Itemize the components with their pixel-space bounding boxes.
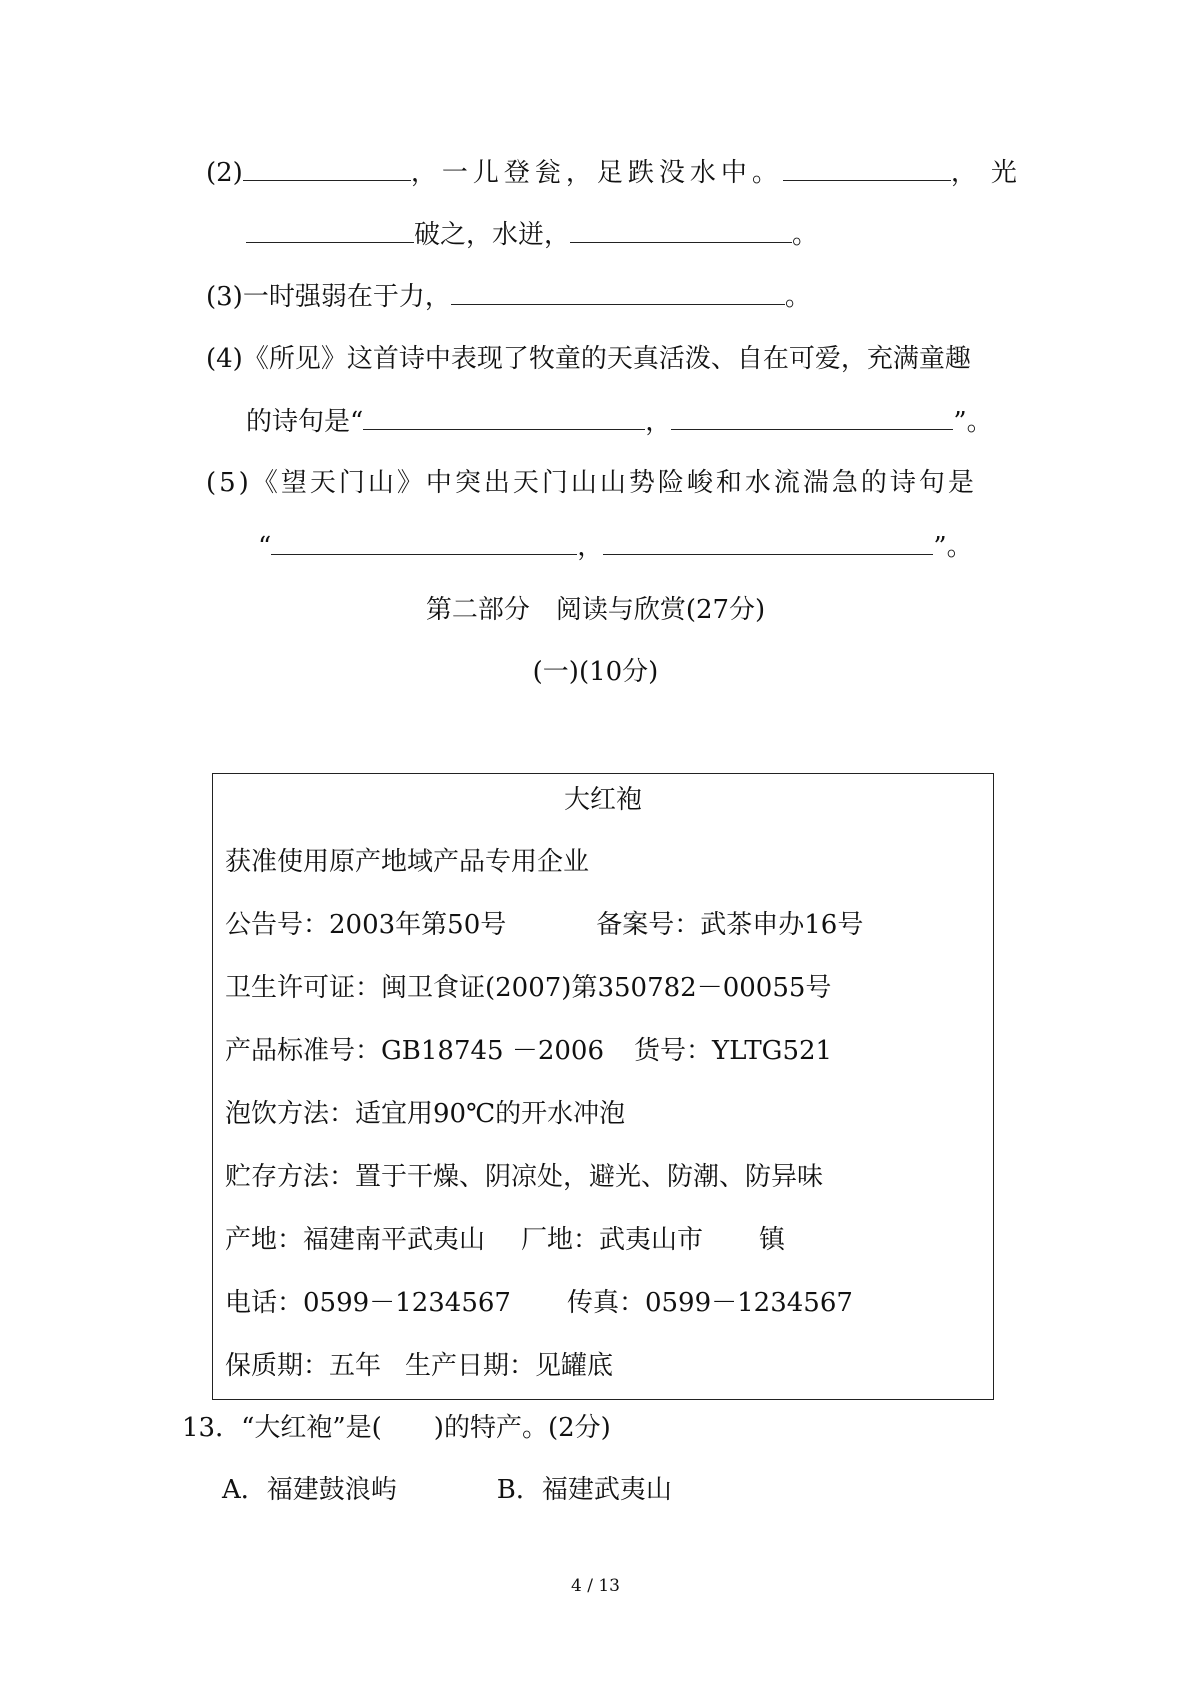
question-5-lead: “: [258, 532, 272, 562]
label-notice: 公告号：2003年第50号: [225, 910, 507, 940]
section-title: 第二部分 阅读与欣赏(27分): [425, 595, 766, 625]
label-origin: 产地：福建南平武夷山: [225, 1225, 486, 1255]
answer-blank[interactable]: [246, 218, 414, 243]
answer-blank[interactable]: [603, 530, 933, 555]
label-shelf: 保质期：五年: [225, 1351, 382, 1381]
question-5-line-2: [258, 530, 973, 563]
label-approved-line: 获准使用原产地域产品专用企业: [225, 847, 590, 877]
label-fax: 传真：0599－1234567: [566, 1288, 853, 1318]
option-b[interactable]: B．福建武夷山: [496, 1475, 672, 1505]
label-standard-line: [225, 1035, 832, 1067]
question-5-line-1: [206, 467, 977, 499]
section-subtitle: (一)(10分): [532, 657, 659, 687]
question-2-text-b: ，光: [950, 158, 1031, 188]
answer-blank[interactable]: [243, 156, 411, 181]
label-town: 镇: [759, 1225, 786, 1255]
question-13-stem: 13．“大红袍”是( )的特产。(2分): [182, 1413, 611, 1443]
question-4-line-2: [246, 405, 993, 438]
question-4-comma: ，: [645, 407, 672, 437]
question-5-text: (5)《望天门山》中突出天门山山势险峻和水流湍急的诗句是: [206, 468, 977, 498]
label-phone-line: [225, 1287, 853, 1319]
label-record: 备案号：武茶申办16号: [596, 910, 864, 940]
label-phone: 电话：0599－1234567: [225, 1288, 511, 1318]
question-2-line-2: [246, 218, 818, 251]
label-item-no: 货号：YLTG521: [634, 1036, 833, 1066]
label-license-line: 卫生许可证：闽卫食证(2007)第350782－00055号: [225, 973, 832, 1003]
question-5-end: ”。: [933, 532, 973, 562]
product-label-title: 大红袍: [563, 785, 642, 815]
question-2-text-a: ，一儿登瓮，足跌没水中。: [410, 158, 783, 188]
label-factory: 厂地：武夷山市: [521, 1225, 704, 1255]
label-notice-line: [225, 909, 863, 941]
label-origin-line: [225, 1224, 785, 1256]
page-number: 4 / 13: [571, 1576, 620, 1596]
label-brewing-line: 泡饮方法：适宜用90℃的开水冲泡: [225, 1099, 626, 1129]
question-2-text-c: 破之，水迸，: [414, 220, 571, 250]
answer-blank[interactable]: [783, 156, 951, 181]
question-2-number: (2): [206, 158, 243, 188]
question-3-end: 。: [784, 282, 811, 312]
answer-blank[interactable]: [271, 530, 577, 555]
question-4-text: (4)《所见》这首诗中表现了牧童的天真活泼、自在可爱，充满童趣: [206, 344, 971, 374]
answer-blank[interactable]: [671, 405, 953, 430]
label-storage-line: 贮存方法：置于干燥、阴凉处，避光、防潮、防异味: [225, 1162, 824, 1192]
question-2-line-1: [206, 156, 1031, 189]
question-4-lead: 的诗句是“: [246, 407, 364, 437]
question-3-text: (3)一时强弱在于力，: [206, 282, 451, 312]
question-3-line: [206, 280, 811, 313]
question-2-end: 。: [792, 220, 819, 250]
answer-blank[interactable]: [363, 405, 645, 430]
label-shelf-line: [225, 1350, 613, 1382]
question-4-line-1: [206, 343, 971, 375]
option-a[interactable]: A．福建鼓浪屿: [222, 1475, 397, 1505]
label-standard: 产品标准号：GB18745 －2006: [225, 1036, 605, 1066]
question-4-end: ”。: [953, 407, 993, 437]
question-5-comma: ，: [577, 532, 604, 562]
product-label-box: [212, 773, 994, 1400]
label-date: 生产日期：见罐底: [405, 1351, 614, 1381]
answer-blank[interactable]: [570, 218, 792, 243]
question-13-options: [222, 1474, 672, 1506]
answer-blank[interactable]: [451, 280, 785, 305]
